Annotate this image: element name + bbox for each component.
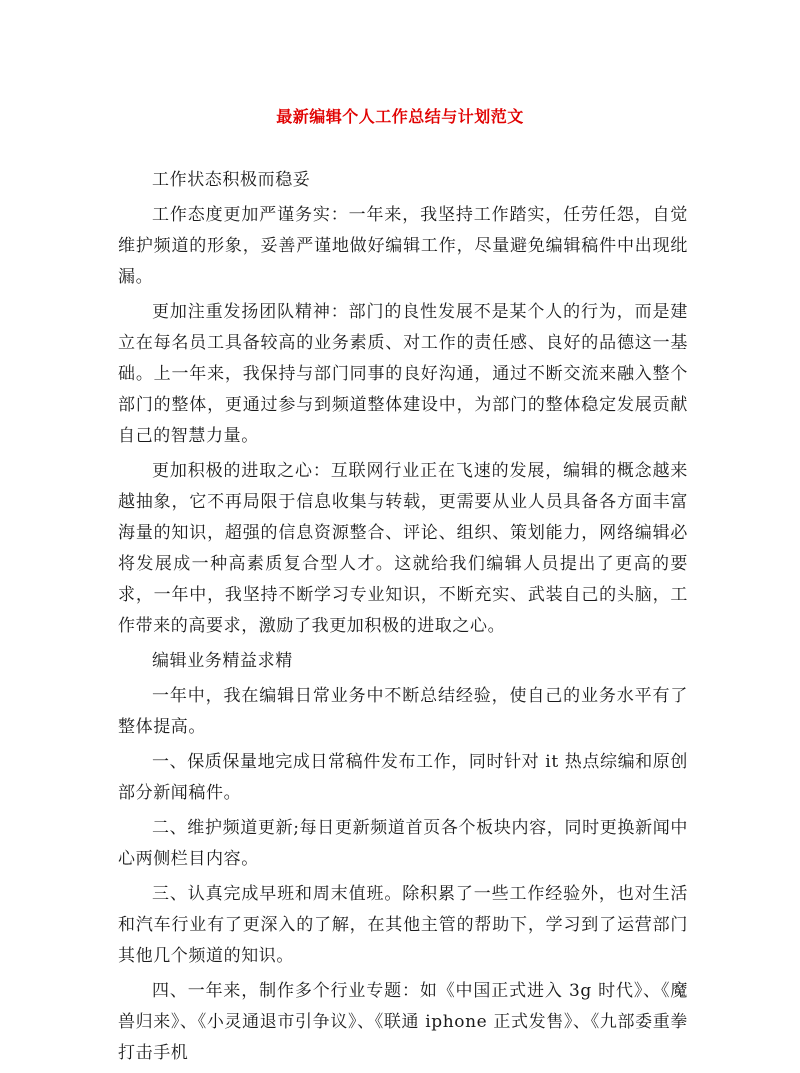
paragraph: 更加注重发扬团队精神：部门的良性发展不是某个人的行为，而是建立在每名员工具备较高的业务素质、对工作的责任感、良好的品德这一基础。上一年来，我保持与部门同事的良好沟通，通过不断交流来融入整个部门的整体，更通过参与到频道整体建设中，为部门的整体稳定发展贡献自己的智慧力量。 bbox=[118, 302, 688, 446]
list-item: 一、保质保量地完成日常稿件发布工作，同时针对 it 热点综编和原创部分新闻稿件。 bbox=[118, 752, 688, 803]
document-title: 最新编辑个人工作总结与计划范文 bbox=[276, 107, 524, 126]
paragraph: 更加积极的进取之心：互联网行业正在飞速的发展，编辑的概念越来越抽象，它不再局限于信息收集与转载，更需要从业人员具备各方面丰富海量的知识，超强的信息资源整合、评论、组织、策划能力，网络编辑必将发展成一种高素质复合型人才。这就给我们编辑人员提出了更高的要求，一年中，我坚持不断学习专业知识，不断充实、武装自己的头脑，工作带来的高要求，激励了我更加积极的进取之心。 bbox=[118, 461, 688, 636]
section-heading: 工作状态积极而稳妥 bbox=[152, 170, 311, 190]
list-item: 三、认真完成早班和周末值班。除积累了一些工作经验外，也对生活和汽车行业有了更深入的了解，在其他主管的帮助下，学习到了运营部门其他几个频道的知识。 bbox=[118, 884, 688, 966]
paragraph: 工作态度更加严谨务实：一年来，我坚持工作踏实，任劳任怨，自觉维护频道的形象，妥善严谨地做好编辑工作，尽量避免编辑稿件中出现纰漏。 bbox=[118, 205, 688, 287]
document-body bbox=[118, 165, 688, 1073]
list-item: 二、维护频道更新;每日更新频道首页各个板块内容，同时更换新闻中心两侧栏目内容。 bbox=[118, 818, 688, 869]
list-item: 四、一年来，制作多个行业专题：如《中国正式进入 3g 时代》、《魔兽归来》、《小灵通退市引争议》、《联通 iphone 正式发售》、《九部委重拳打击手机 bbox=[118, 981, 688, 1063]
section-heading: 编辑业务精益求精 bbox=[152, 651, 293, 671]
paragraph: 一年中，我在编辑日常业务中不断总结经验，使自己的业务水平有了整体提高。 bbox=[118, 686, 688, 737]
